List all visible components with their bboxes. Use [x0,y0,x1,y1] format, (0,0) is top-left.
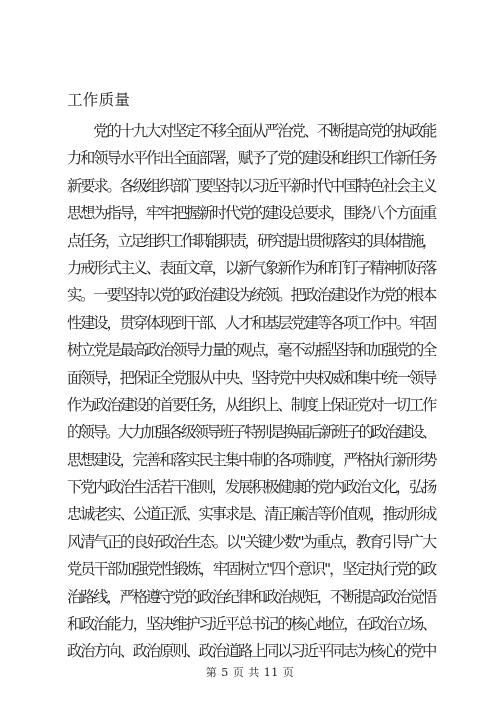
text-line: 下党内政治生活若干准则，发展积极健康的党内政治文化，弘扬 [67,478,436,497]
text-line: 力和领导水平作出全面部署，赋予了党的建设和组织工作新任务 [67,149,436,168]
text-line: 面领导，把保证全党服从中央、坚持党中央权威和集中统一领导 [67,368,436,387]
text-line: 树立党是最高政治领导力量的观点，毫不动摇坚持和加强党的全 [67,341,436,360]
text-line: 忠诚老实、公道正派、实事求是、清正廉洁等价值观，推动形成 [67,505,436,524]
text-line: 党员干部加强党性锻炼，牢固树立"四个意识"，坚定执行党的政 [67,560,436,579]
text-line: 性建设，贯穿体现到干部、人才和基层党建等各项工作中。牢固 [67,313,436,332]
text-line: 力戒形式主义、表面文章，以新气象新作为和钉钉子精神抓好落 [67,258,436,277]
text-line: 党的十九大对坚定不移全面从严治党、不断提高党的执政能 [67,122,436,140]
text-line: 作为政治建设的首要任务，从组织上、制度上保证党对一切工作 [67,395,436,414]
text-line: 思想建设，完善和落实民主集中制的各项制度，严格执行新形势 [67,450,436,469]
text-line: 点任务，立足组织工作职能职责，研究提出贯彻落实的具体措施， [67,231,435,250]
text-line: 和政治能力，坚决维护习近平总书记的核心地位，在政治立场、 [67,615,436,634]
text-line: 治路线，严格遵守党的政治纪律和政治规矩，不断提高政治觉悟 [67,587,436,606]
text-line: 的领导。大力加强各级领导班子特别是换届后新班子的政治建设、 [67,423,435,442]
text-line: 风清气正的良好政治生态。以"关键少数"为重点，教育引导广大 [67,532,436,551]
body-paragraph [67,118,435,666]
page-footer: 第 5 页 共 11 页 [205,666,295,679]
section-heading: 工作质量 [67,91,131,109]
text-line: 新要求。各级组织部门要坚持以习近平新时代中国特色社会主义 [67,176,436,195]
text-line: 思想为指导，牢牢把握新时代党的建设总要求，围绕八个方面重 [67,204,436,223]
text-line: 实。一要坚持以党的政治建设为统领。把政治建设作为党的根本 [67,286,436,305]
text-line: 政治方向、政治原则、政治道路上同以习近平同志为核心的党中 [67,642,436,661]
